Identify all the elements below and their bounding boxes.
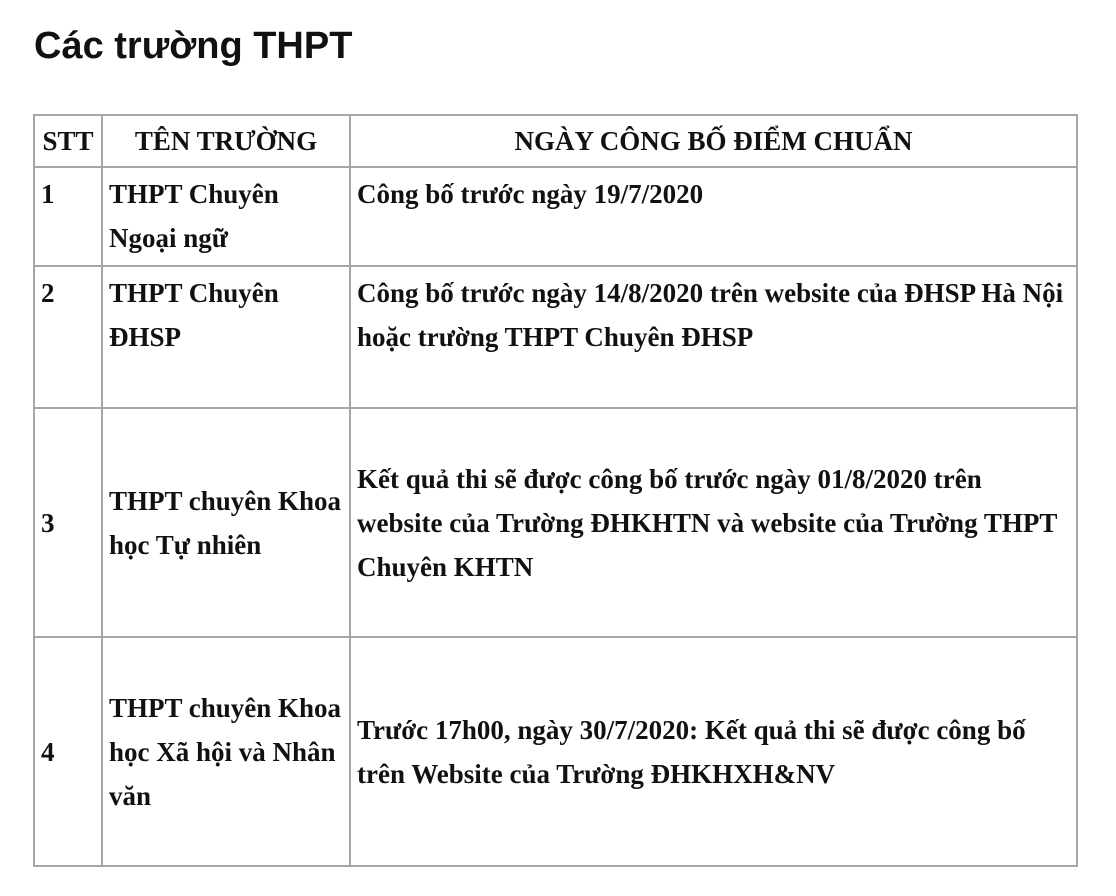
header-row — [34, 115, 1077, 167]
cell-school-name: THPT Chuyên ĐHSP — [102, 266, 350, 408]
table-row — [34, 637, 1077, 866]
cell-announcement: Kết quả thi sẽ được công bố trước ngày 01/8/2020 trên website của Trường ĐHKHTN và website của Trường THPT Chuyên KHTN — [350, 408, 1077, 637]
header-stt: STT — [34, 115, 102, 167]
cell-stt: 3 — [34, 408, 102, 637]
cell-school-name: THPT Chuyên Ngoại ngữ — [102, 167, 350, 266]
schools-table — [33, 114, 1078, 867]
table-row — [34, 408, 1077, 637]
cell-school-name: THPT chuyên Khoa học Xã hội và Nhân văn — [102, 637, 350, 866]
page-title: Các trường THPT — [34, 25, 353, 67]
cell-school-name: THPT chuyên Khoa học Tự nhiên — [102, 408, 350, 637]
cell-stt: 1 — [34, 167, 102, 266]
table-row — [34, 167, 1077, 266]
cell-announcement: Công bố trước ngày 14/8/2020 trên website của ĐHSP Hà Nội hoặc trường THPT Chuyên ĐHSP — [350, 266, 1077, 408]
table-header — [34, 115, 1077, 167]
table-row — [34, 266, 1077, 408]
cell-announcement: Trước 17h00, ngày 30/7/2020: Kết quả thi sẽ được công bố trên Website của Trường ĐHKHXH&NV — [350, 637, 1077, 866]
header-school-name: TÊN TRƯỜNG — [102, 115, 350, 167]
table-body — [34, 167, 1077, 866]
header-announcement-date: NGÀY CÔNG BỐ ĐIỂM CHUẨN — [350, 115, 1077, 167]
cell-stt: 2 — [34, 266, 102, 408]
cell-announcement: Công bố trước ngày 19/7/2020 — [350, 167, 1077, 266]
cell-stt: 4 — [34, 637, 102, 866]
